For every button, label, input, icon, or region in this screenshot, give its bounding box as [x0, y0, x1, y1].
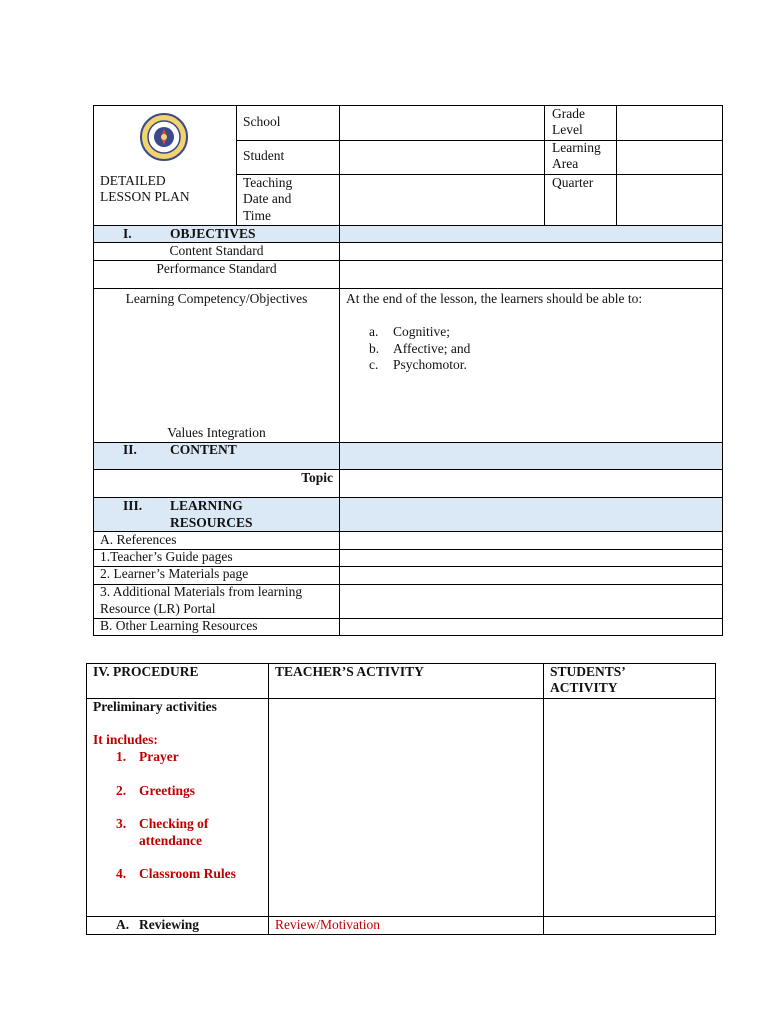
review-motivation-text: Review/Motivation	[275, 917, 380, 932]
content-standard-value[interactable]	[339, 242, 723, 261]
learners-materials-value[interactable]	[339, 566, 723, 585]
objective-item-c: Psychomotor.	[393, 357, 467, 372]
learning-area-l2: Area	[552, 156, 579, 171]
resources-heading-l1: LEARNING	[170, 498, 243, 513]
teaching-label-l1: Teaching	[243, 175, 293, 190]
step-2-num: 2.	[116, 783, 127, 798]
learning-competency-cell	[93, 288, 340, 443]
content-heading: CONTENT	[170, 442, 237, 457]
quarter-label: Quarter	[552, 175, 594, 190]
other-resources-label: B. Other Learning Resources	[100, 618, 258, 633]
learning-area-l1: Learning	[552, 140, 601, 155]
topic-label: Topic	[301, 470, 333, 485]
other-resources-value[interactable]	[339, 618, 723, 636]
content-standard-label: Content Standard	[169, 243, 264, 258]
school-label: School	[243, 114, 281, 129]
resources-numeral: III.	[123, 498, 143, 513]
preliminary-teacher-cell[interactable]	[268, 698, 544, 917]
preliminary-label: Preliminary activities	[93, 699, 217, 714]
resources-heading-fill	[339, 497, 723, 532]
performance-standard-value[interactable]	[339, 260, 723, 289]
content-heading-fill	[339, 442, 723, 470]
additional-materials-l2: Resource (LR) Portal	[100, 601, 216, 616]
school-value-cell[interactable]	[339, 105, 545, 141]
step-1-label: Prayer	[139, 749, 179, 764]
teaching-value-cell[interactable]	[339, 174, 545, 226]
teachers-guide-label: 1.Teacher’s Guide pages	[100, 549, 233, 564]
performance-standard-label: Performance Standard	[156, 261, 277, 276]
teacher-activity-header: TEACHER’S ACTIVITY	[275, 664, 424, 679]
student-value-cell[interactable]	[339, 140, 545, 175]
grade-label-l2: Level	[552, 122, 583, 137]
objective-item-b: Affective; and	[393, 341, 471, 356]
students-activity-header-l1: STUDENTS’	[550, 664, 626, 679]
preliminary-cell	[86, 698, 269, 917]
objective-item-a: Cognitive;	[393, 324, 450, 339]
student-label: Student	[243, 148, 285, 163]
objective-marker-b: b.	[369, 341, 380, 356]
objectives-heading-fill	[339, 225, 723, 243]
reviewing-students-cell[interactable]	[543, 916, 716, 935]
references-label: A. References	[100, 532, 177, 547]
resources-heading-l2: RESOURCES	[170, 515, 253, 530]
grade-value-cell[interactable]	[616, 105, 723, 141]
doc-title-line2: LESSON PLAN	[100, 189, 190, 204]
learners-materials-label: 2. Learner’s Materials page	[100, 566, 249, 581]
teaching-label-l2: Date and	[243, 191, 292, 206]
objective-marker-a: a.	[369, 324, 379, 339]
objectives-heading: OBJECTIVES	[170, 226, 256, 241]
step-2-label: Greetings	[139, 783, 195, 798]
includes-label: It includes:	[93, 732, 158, 747]
additional-materials-l1: 3. Additional Materials from learning	[100, 584, 303, 599]
reviewing-label: Reviewing	[139, 917, 199, 932]
additional-materials-value[interactable]	[339, 584, 723, 619]
references-value[interactable]	[339, 531, 723, 550]
step-1-num: 1.	[116, 749, 127, 764]
topic-value[interactable]	[339, 469, 723, 498]
doc-title-line1: DETAILED	[100, 173, 166, 188]
grade-label-l1: Grade	[552, 106, 585, 121]
objectives-numeral: I.	[123, 226, 132, 241]
values-integration-label: Values Integration	[167, 425, 266, 440]
students-activity-header-l2: ACTIVITY	[550, 680, 618, 695]
step-4-label: Classroom Rules	[139, 866, 236, 881]
objectives-intro: At the end of the lesson, the learners should be able to:	[346, 291, 643, 306]
learning-area-value-cell[interactable]	[616, 140, 723, 175]
teaching-label-l3: Time	[243, 208, 272, 223]
step-3-label-l2: attendance	[139, 833, 202, 848]
procedure-header: IV. PROCEDURE	[93, 664, 199, 679]
step-3-label-l1: Checking of	[139, 816, 209, 831]
objective-marker-c: c.	[369, 357, 379, 372]
quarter-value-cell[interactable]	[616, 174, 723, 226]
reviewing-marker: A.	[116, 917, 130, 932]
step-4-num: 4.	[116, 866, 127, 881]
teachers-guide-value[interactable]	[339, 549, 723, 567]
deped-seal-icon	[135, 112, 193, 162]
step-3-num: 3.	[116, 816, 127, 831]
learning-competency-label: Learning Competency/Objectives	[125, 291, 308, 306]
preliminary-students-cell[interactable]	[543, 698, 716, 917]
content-numeral: II.	[123, 442, 137, 457]
